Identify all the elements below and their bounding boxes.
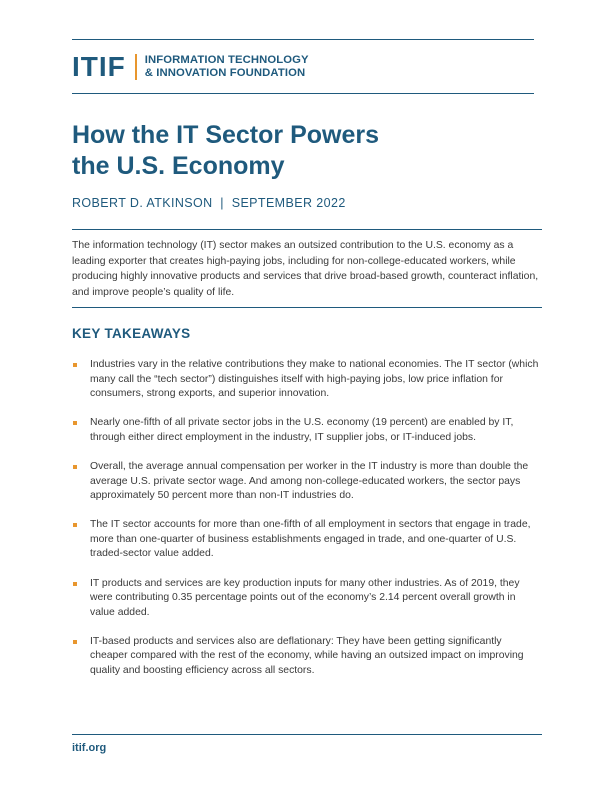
summary-paragraph: The information technology (IT) sector makes an outsized contribution to the U.S. economy as a leading exporter that creates high-paying jobs, including for non-college-educated workers, while producing highly innovative products and services that drive broad-based growth, counteract inflation, and improve people’s quality of life. [72, 240, 539, 298]
logo-divider [135, 54, 137, 80]
takeaway-item [72, 518, 542, 562]
bullet-square-icon [73, 465, 77, 469]
page-title [72, 120, 379, 182]
summary-bottom-rule [72, 307, 542, 308]
takeaway-item [72, 577, 542, 621]
takeaway-text: The IT sector accounts for more than one-fifth of all employment in sectors that engage in trade, more than one-quarter of business establishments engaged in trade, and one-quarter of U.S. traded-sector value added. [90, 519, 531, 560]
takeaway-text: Nearly one-fifth of all private sector jobs in the U.S. economy (19 percent) are enabled by IT, through either direct employment in the industry, IT supplier jobs, or IT-induced jobs. [90, 417, 514, 443]
org-name-line-2: & INNOVATION FOUNDATION [144, 67, 306, 79]
title-line-2: the U.S. Economy [72, 152, 285, 180]
takeaway-item [72, 635, 542, 679]
key-takeaways-heading: KEY TAKEAWAYS [72, 326, 191, 341]
footer-site-link[interactable]: itif.org [72, 742, 107, 754]
takeaway-item [72, 358, 542, 402]
bullet-square-icon [73, 363, 77, 367]
header-bottom-rule [72, 93, 534, 94]
bullet-square-icon [73, 640, 77, 644]
takeaway-text: Industries vary in the relative contributions they make to national economies. The IT sector (which many call the “tech sector”) distinguishes itself with high-paying jobs, low price inflation for consumers, strong exports, and superior innovation. [90, 359, 539, 400]
key-takeaways-list [72, 358, 542, 693]
bullet-square-icon [73, 582, 77, 586]
footer-rule [72, 734, 542, 735]
bullet-square-icon [73, 421, 77, 425]
summary-top-rule [72, 229, 542, 230]
bullet-square-icon [73, 523, 77, 527]
header-top-rule [72, 39, 534, 40]
byline: ROBERT D. ATKINSON | SEPTEMBER 2022 [72, 196, 346, 210]
takeaway-item [72, 460, 542, 504]
takeaway-text: IT products and services are key production inputs for many other industries. As of 2019, they were contributing 0.35 percentage points out of the economy’s 2.14 percent overall growth in value added. [90, 577, 520, 618]
takeaway-text: Overall, the average annual compensation per worker in the IT industry is more than double the average U.S. private sector wage. And among non-college-educated workers, the sector pays approximately 50 percent more than non-IT industries do. [90, 460, 529, 502]
takeaway-text: IT-based products and services also are deflationary: They have been getting significantly cheaper compared with the rest of the economy, while having an outsized impact on improving quality and boosting efficiency across all sectors. [90, 635, 524, 676]
itif-logo[interactable] [72, 50, 309, 84]
takeaway-item [72, 416, 542, 445]
logo-org-name [145, 54, 309, 81]
title-line-1: How the IT Sector Powers [72, 121, 380, 149]
org-name-line-1: INFORMATION TECHNOLOGY [144, 53, 309, 66]
logo-mark: ITIF [72, 51, 126, 82]
